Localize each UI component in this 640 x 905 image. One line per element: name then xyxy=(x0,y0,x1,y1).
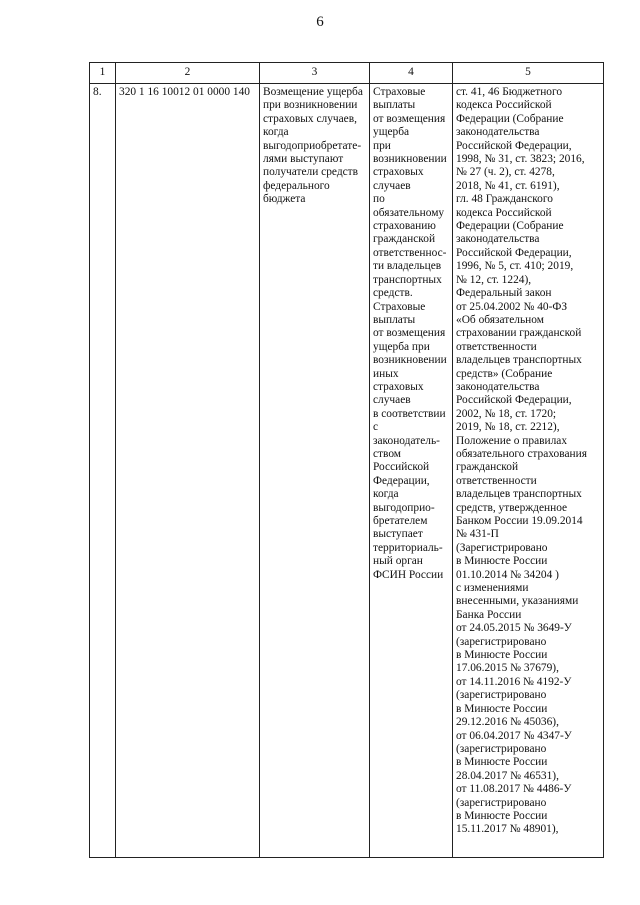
revenue-name-cell xyxy=(260,84,370,858)
text-line: страхованию xyxy=(373,220,436,233)
text-line: Российской Федерации, xyxy=(456,139,572,152)
text-line: по xyxy=(373,193,385,206)
text-line: 1996, № 5, ст. 410; 2019, xyxy=(456,260,574,273)
text-line: 28.04.2017 № 46531), xyxy=(456,769,559,782)
text-line: в Минюсте России xyxy=(456,809,548,822)
text-line: 01.10.2014 № 34204 ) xyxy=(456,568,559,581)
text-line: № 27 (ч. 2), ст. 4278, xyxy=(456,166,555,179)
text-line: выступает xyxy=(373,528,423,541)
text-line: (зарегистрировано xyxy=(456,635,547,648)
text-line: бретателем xyxy=(373,515,428,527)
text-line: ти владельцев xyxy=(373,260,442,273)
text-line: 2019, № 18, ст. 2212), xyxy=(456,421,560,434)
text-line: гражданской xyxy=(456,461,519,474)
text-line: законодатель- xyxy=(373,434,440,447)
text-line: страховых xyxy=(373,380,424,393)
text-line: возникновении xyxy=(373,153,447,166)
text-line: выплаты xyxy=(373,99,416,112)
text-line: когда xyxy=(263,126,289,139)
text-line: ст. 41, 46 Бюджетного xyxy=(456,86,563,98)
text-line: Положение о правилах xyxy=(456,434,568,447)
text-line: от возмещения xyxy=(373,112,446,125)
text-line: транспортных xyxy=(373,273,442,286)
text-line: ством xyxy=(373,447,402,460)
text-line: от 14.11.2016 № 4192-У xyxy=(456,675,572,688)
text-line: 15.11.2017 № 48901), xyxy=(456,823,559,836)
text-line: в Минюсте России xyxy=(456,649,548,662)
page-number: 6 xyxy=(316,14,324,30)
text-line: ный орган xyxy=(373,555,423,568)
text-line: когда xyxy=(373,488,399,501)
legal-basis-lines xyxy=(456,86,601,837)
text-line: выплаты xyxy=(373,313,416,326)
text-line: в соответствии xyxy=(373,407,446,420)
text-line: от возмещения xyxy=(373,327,446,340)
text-line: от 24.05.2015 № 3649-У xyxy=(456,622,572,635)
text-line: Страховые xyxy=(373,300,426,313)
text-line: Российской Федерации, xyxy=(456,394,572,407)
text-line: страховых xyxy=(373,166,424,179)
text-line: от 11.08.2017 № 4486-У xyxy=(456,783,572,796)
header-col-4: 4 xyxy=(370,63,453,84)
text-line: Возмещение ущерба xyxy=(263,86,363,98)
text-line: Банка России xyxy=(456,608,522,621)
table-row xyxy=(90,84,604,858)
text-line: возникновении xyxy=(373,354,447,367)
text-line: законодательства xyxy=(456,233,540,246)
header-col-5: 5 xyxy=(453,63,604,84)
table-header-row xyxy=(90,63,604,84)
text-line: ответственности xyxy=(456,474,537,487)
text-line: средств» (Собрание xyxy=(456,367,553,380)
text-line: территориаль- xyxy=(373,541,443,554)
text-line: средств. xyxy=(373,287,413,300)
text-line: кодекса Российской xyxy=(456,99,552,112)
text-line: ответственности xyxy=(456,340,537,353)
text-line: бюджета xyxy=(263,193,306,206)
text-line: лями выступают xyxy=(263,153,344,166)
budget-classification-code: 320 1 16 10012 01 0000 140 xyxy=(116,84,260,858)
text-line: федерального xyxy=(263,179,330,192)
text-line: средств, утвержденное xyxy=(456,501,568,514)
text-line: с изменениями xyxy=(456,582,529,595)
text-line: 29.12.2016 № 45036), xyxy=(456,716,559,729)
text-line: обязательного страхования xyxy=(456,447,587,460)
text-line: 17.06.2015 № 37679), xyxy=(456,662,559,675)
text-line: случаев xyxy=(373,179,411,192)
text-line: Федерации (Собрание xyxy=(456,220,564,233)
text-line: (зарегистрировано xyxy=(456,742,547,755)
text-line: получатели средств xyxy=(263,166,359,179)
text-line: № 431-П xyxy=(456,528,499,541)
text-line: кодекса Российской xyxy=(456,206,552,219)
text-line: (Зарегистрировано xyxy=(456,541,548,554)
text-line: выгодоприо- xyxy=(373,501,435,514)
text-line: Федеральный закон xyxy=(456,287,552,300)
header-col-3: 3 xyxy=(260,63,370,84)
text-line: Федерации (Собрание xyxy=(456,112,564,125)
text-line: 2018, № 41, ст. 6191), xyxy=(456,179,560,192)
text-line: «Об обязательном xyxy=(456,313,544,326)
row-number: 8. xyxy=(90,84,116,858)
text-line: ущерба xyxy=(373,126,410,139)
text-line: ответственнос- xyxy=(373,246,447,259)
text-line: гражданской xyxy=(373,233,436,246)
text-line: Банком России 19.09.2014 xyxy=(456,515,583,527)
text-line: иных xyxy=(373,367,399,380)
text-line: № 12, ст. 1224), xyxy=(456,273,532,286)
text-line: страховых случаев, xyxy=(263,112,357,125)
text-line: Федерации, xyxy=(373,474,430,487)
text-line: от 25.04.2002 № 40-ФЗ xyxy=(456,300,568,313)
revenue-description-lines xyxy=(373,86,450,582)
text-line: законодательства xyxy=(456,380,540,393)
text-line: владельцев транспортных xyxy=(456,488,582,501)
text-line: (зарегистрировано xyxy=(456,796,547,809)
legal-basis-cell xyxy=(453,84,604,858)
text-line: Российской xyxy=(373,461,430,474)
text-line: в Минюсте России xyxy=(456,756,548,769)
text-line: Российской Федерации, xyxy=(456,246,572,259)
text-line: выгодоприобретате- xyxy=(263,139,362,152)
revenue-name-lines xyxy=(263,86,367,207)
text-line: в Минюсте России xyxy=(456,702,548,715)
text-line: владельцев транспортных xyxy=(456,354,582,367)
header-col-1: 1 xyxy=(90,63,116,84)
budget-revenue-table xyxy=(89,62,604,858)
text-line: в Минюсте России xyxy=(456,555,548,568)
header-col-2: 2 xyxy=(116,63,260,84)
text-line: законодательства xyxy=(456,126,540,139)
text-line: (зарегистрировано xyxy=(456,689,547,702)
text-line: ущерба при xyxy=(373,340,430,353)
text-line: страховании гражданской xyxy=(456,327,582,340)
text-line: гл. 48 Гражданского xyxy=(456,193,553,206)
text-line: с xyxy=(373,421,379,434)
text-line: при xyxy=(373,139,391,152)
text-line: при возникновении xyxy=(263,99,358,112)
text-line: 1998, № 31, ст. 3823; 2016, xyxy=(456,153,585,166)
text-line: от 06.04.2017 № 4347-У xyxy=(456,729,572,742)
text-line: внесенными, указаниями xyxy=(456,595,579,608)
text-line: случаев xyxy=(373,394,411,407)
text-line: ФСИН России xyxy=(373,568,444,581)
text-line: 2002, № 18, ст. 1720; xyxy=(456,407,557,420)
revenue-description-cell xyxy=(370,84,453,858)
text-line: Страховые xyxy=(373,86,426,98)
text-line: обязательному xyxy=(373,206,445,219)
